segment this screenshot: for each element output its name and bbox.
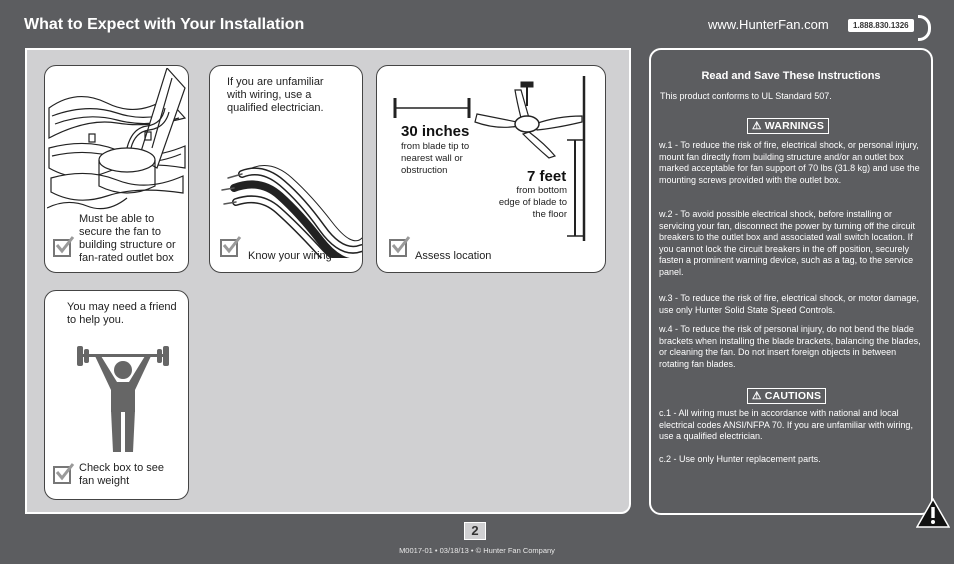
instructions-title: Read and Save These Instructions [701, 70, 881, 82]
warning-w3: w.3 - To reduce the risk of fire, electrical shock, or motor damage, use only Hunter Solid State Speed Controls. [659, 293, 919, 315]
caution-c2: c.2 - Use only Hunter replacement parts. [659, 454, 821, 464]
warning-triangle-icon: ⚠ [752, 120, 762, 132]
page-number: 2 [464, 522, 486, 540]
page-title: What to Expect with Your Installation [24, 16, 305, 33]
warning-triangle-icon: ⚠ [752, 390, 762, 402]
outlet-caption: Must be able to secure the fan to building structure or fan-rated outlet box [79, 213, 176, 264]
caution-c1: c.1 - All wiring must be in accordance with national and local electrical codes ANSI/NFPA 70. If you are unfamiliar with wiring, use a qualified electrician. [659, 408, 913, 442]
installation-panel [25, 48, 631, 514]
wiring-caption: Know your wiring [248, 250, 332, 262]
warning-w1: w.1 - To reduce the risk of fire, electrical shock, or personal injury, mount fan directly from building structure and/or an outlet box marked acceptable for fan support of 70 lbs (31.8 kg) and use the mounting screws provided with the outlet box. [659, 140, 920, 185]
outlet-box-icon [47, 68, 187, 218]
card-outlet-box [44, 65, 189, 273]
dist-30-inches: 30 inches [401, 123, 470, 140]
dist-7-feet: 7 feet [527, 168, 567, 185]
dist-30-desc: from blade tip to nearest wall or obstruction [401, 141, 470, 176]
phone-tab-decoration [918, 15, 931, 41]
warning-triangle-icon [916, 498, 950, 528]
warning-w2: w.2 - To avoid possible electrical shock, before installing or servicing your fan, disconnect the power by turning off the circuit breakers to the outlet box and associated wall switch location. If you cannot lock the circuit breakers in the off position, securely fasten a prominent warning device, such as a tag, to the service panel. [659, 209, 915, 277]
dist-7-desc: from bottom edge of blade to the floor [498, 185, 567, 220]
check-box-icon[interactable] [220, 239, 238, 257]
cautions-badge [747, 388, 826, 404]
check-box-icon[interactable] [53, 466, 71, 484]
check-box-icon[interactable] [389, 239, 407, 257]
card-weight [44, 290, 189, 500]
ul-standard-note: This product conforms to UL Standard 507. [660, 91, 832, 101]
warnings-label: WARNINGS [764, 120, 825, 132]
website-url[interactable]: www.HunterFan.com [708, 17, 829, 32]
card-wiring [209, 65, 363, 273]
instructions-panel [649, 48, 933, 515]
warning-w4: w.4 - To reduce the risk of personal injury, do not bend the blade brackets when installing the blade brackets, balancing the blades, or cleaning the fan. Do not insert foreign objects in between rotating fan blades. [659, 324, 921, 369]
phone-number: 1.888.830.1326 [848, 19, 914, 32]
weight-caption: Check box to see fan weight [79, 462, 164, 487]
warnings-badge [747, 118, 829, 134]
location-caption: Assess location [415, 250, 492, 262]
cautions-label: CAUTIONS [764, 390, 822, 402]
card-location [376, 65, 606, 273]
footer-text: M0017-01 • 03/18/13 • © Hunter Fan Company [399, 546, 555, 555]
weightlifter-icon [73, 346, 173, 456]
check-box-icon[interactable] [53, 239, 71, 257]
wiring-intro: If you are unfamiliar with wiring, use a qualified electrician. [227, 76, 324, 114]
weight-intro: You may need a friend to help you. [67, 301, 177, 326]
